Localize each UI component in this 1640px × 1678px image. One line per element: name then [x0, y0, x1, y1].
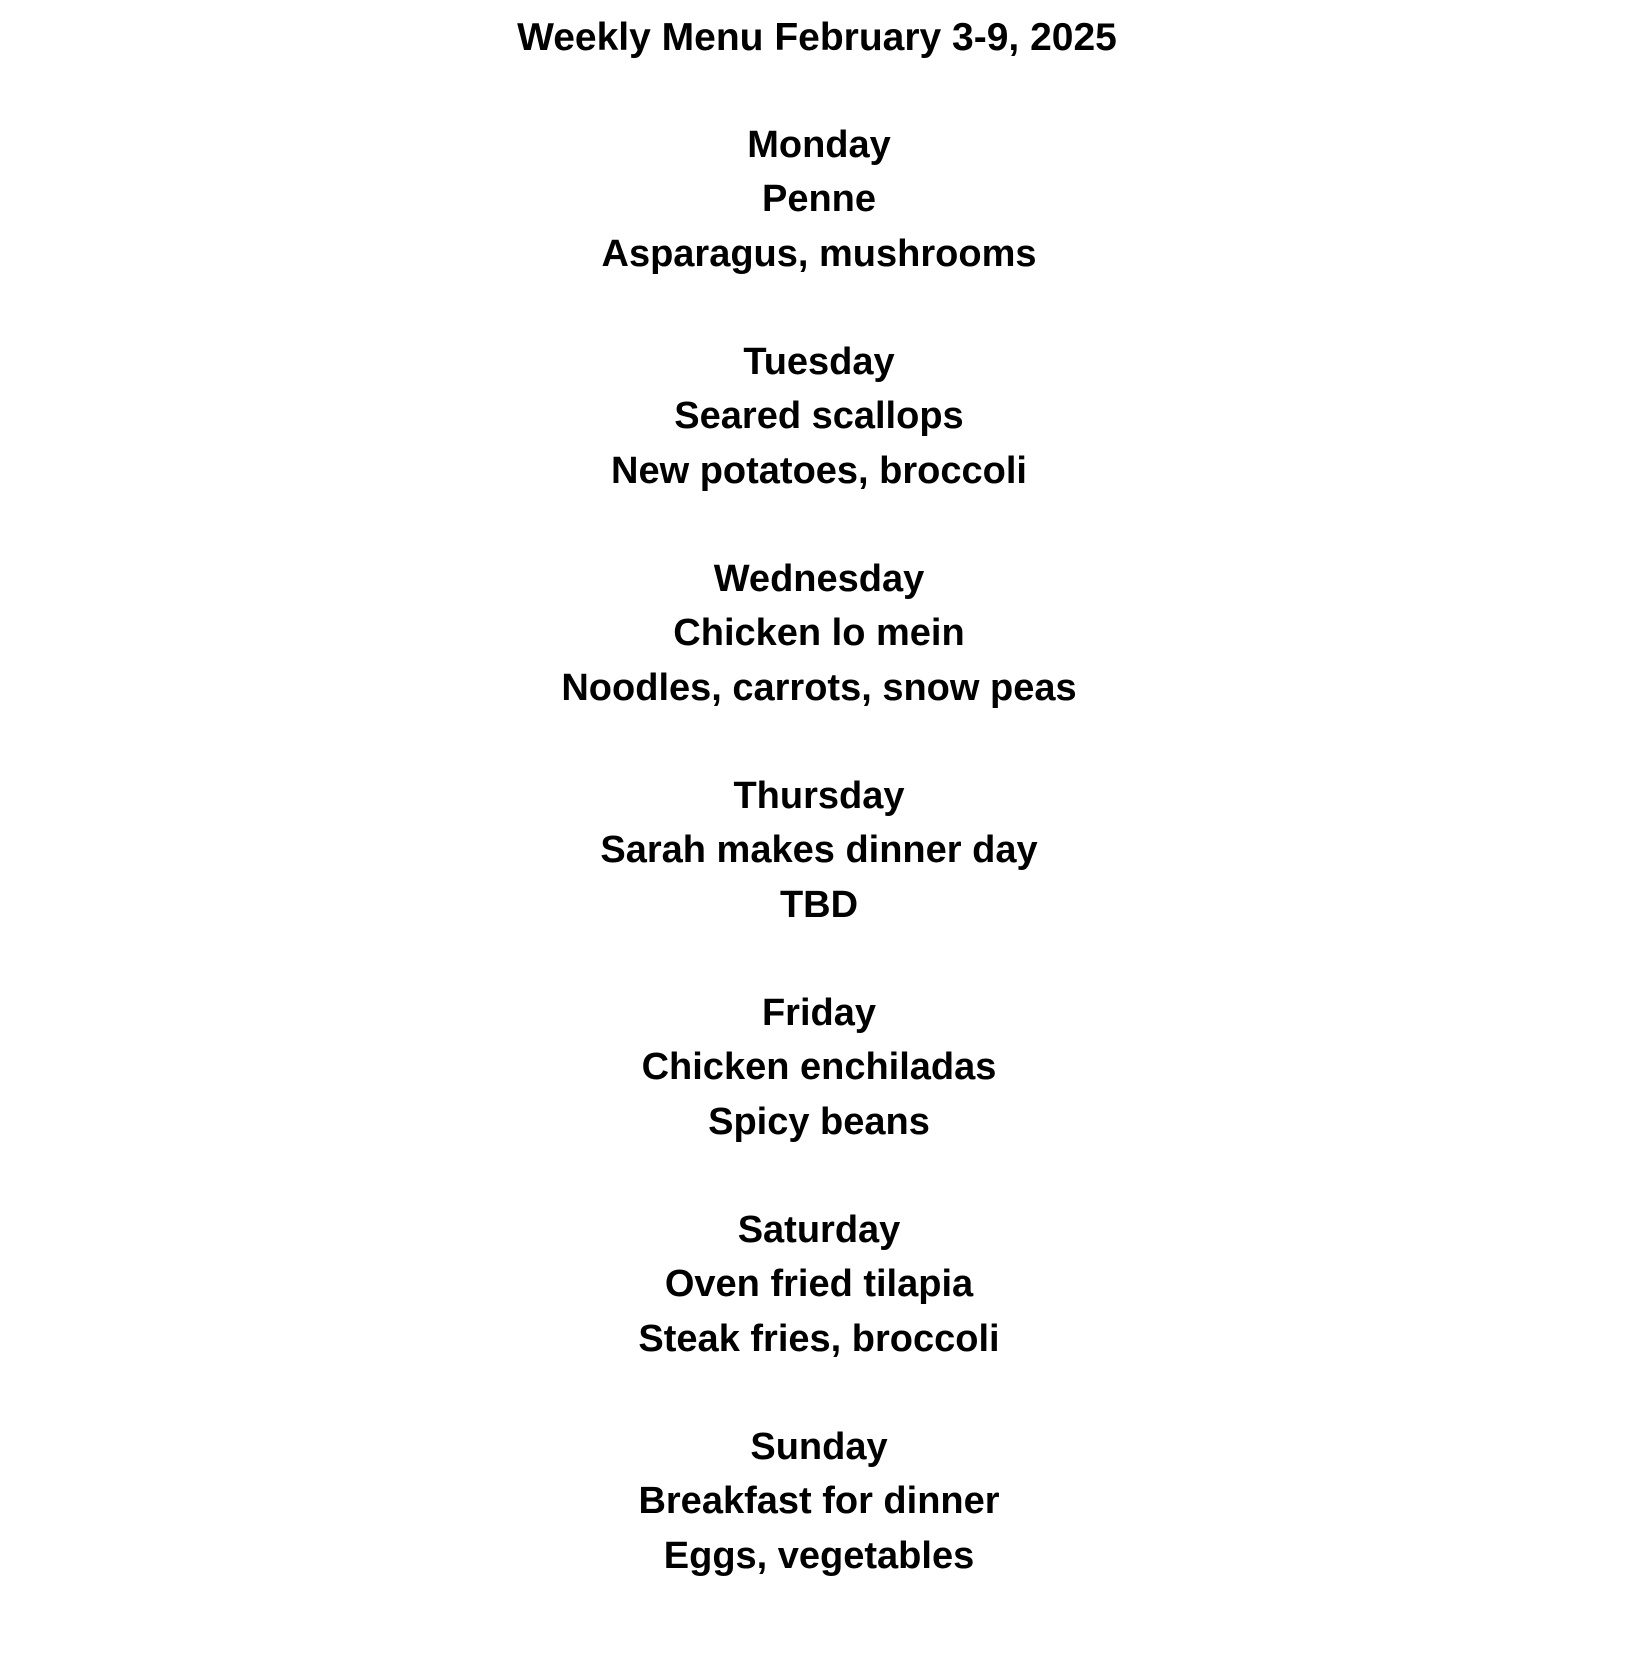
day-name: Sunday	[750, 1426, 888, 1468]
day-name: Saturday	[737, 1209, 901, 1251]
day-name: Friday	[761, 992, 877, 1034]
main-dish: Penne	[761, 178, 877, 221]
day-section-tuesday	[0, 335, 1639, 498]
side-dishes: New potatoes, broccoli	[611, 449, 1027, 492]
main-dish: Chicken enchiladas	[641, 1046, 997, 1089]
side-dishes: Noodles, carrots, snow peas	[561, 666, 1077, 709]
day-section-saturday	[0, 1203, 1639, 1366]
day-section-monday	[0, 118, 1639, 281]
menu-title: Weekly Menu February 3-9, 2025	[517, 16, 1117, 59]
day-name: Wednesday	[713, 558, 925, 600]
side-dishes: Steak fries, broccoli	[638, 1317, 1000, 1360]
side-dishes: TBD	[779, 883, 859, 926]
main-dish: Breakfast for dinner	[638, 1480, 1000, 1523]
main-dish: Oven fried tilapia	[664, 1263, 974, 1306]
side-dishes: Spicy beans	[708, 1100, 930, 1143]
main-dish: Sarah makes dinner day	[600, 829, 1038, 872]
day-name: Monday	[747, 124, 891, 166]
main-dish: Chicken lo mein	[673, 612, 965, 655]
side-dishes: Eggs, vegetables	[663, 1534, 975, 1577]
day-section-sunday	[0, 1420, 1639, 1583]
day-section-friday	[0, 986, 1639, 1149]
side-dishes: Asparagus, mushrooms	[601, 232, 1037, 275]
day-name: Thursday	[733, 775, 905, 817]
day-name: Tuesday	[743, 341, 895, 383]
day-section-wednesday	[0, 552, 1639, 715]
day-section-thursday	[0, 769, 1639, 932]
main-dish: Seared scallops	[674, 395, 964, 438]
